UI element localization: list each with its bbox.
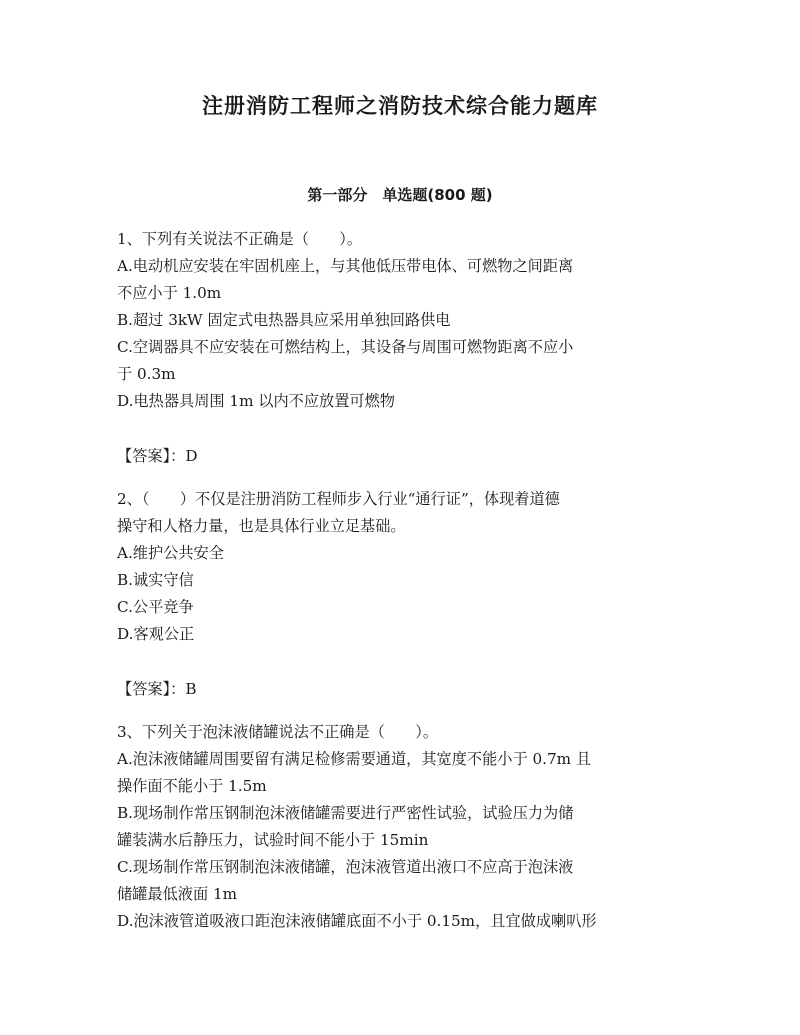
question-1 [117,226,687,470]
question-stem: 2、（ ）不仅是注册消防工程师步入行业“通行证”，体现着道德 [117,490,560,508]
option-d: D.泡沫液管道吸液口距泡沫液储罐底面不小于 0.15m，且宜做成喇叭形 [117,912,597,930]
option-c-continued: 于 0.3m [117,365,176,383]
option-a: A.电动机应安装在牢固机座上，与其他低压带电体、可燃物之间距离 [117,257,574,275]
option-a: A.泡沫液储罐周围要留有满足检修需要通道，其宽度不能小于 0.7m 且 [117,750,592,768]
option-d: D.客观公正 [117,625,195,643]
question-stem: 1、下列有关说法不正确是（ ）。 [117,230,363,248]
document-title: 注册消防工程师之消防技术综合能力题库 [202,94,598,118]
option-c-continued: 储罐最低液面 1m [117,885,238,903]
option-b: B.超过 3kW 固定式电热器具应采用单独回路供电 [117,311,451,329]
question-3 [117,719,687,935]
option-b-continued: 罐装满水后静压力，试验时间不能小于 15min [117,831,429,849]
option-b: B.现场制作常压钢制泡沫液储罐需要进行严密性试验，试验压力为储 [117,804,574,822]
question-stem-continued: 操守和人格力量，也是具体行业立足基础。 [117,517,406,535]
question-2 [117,486,687,703]
option-a-continued: 操作面不能小于 1.5m [117,777,267,795]
option-c: C.公平竞争 [117,598,194,616]
question-stem: 3、下列关于泡沫液储罐说法不正确是（ ）。 [117,723,439,741]
question-list [117,226,687,935]
option-c: C.现场制作常压钢制泡沫液储罐，泡沫液管道出液口不应高于泡沫液 [117,858,574,876]
section-heading: 第一部分 单选题(800 题) [307,186,493,204]
option-d: D.电热器具周围 1m 以内不应放置可燃物 [117,392,395,410]
answer-line: 【答案】：D [117,447,198,465]
option-c: C.空调器具不应安装在可燃结构上，其设备与周围可燃物距离不应小 [117,338,574,356]
option-a-continued: 不应小于 1.0m [117,284,222,302]
option-a: A.维护公共安全 [117,544,224,562]
option-b: B.诚实守信 [117,571,194,589]
answer-line: 【答案】：B [117,680,197,698]
